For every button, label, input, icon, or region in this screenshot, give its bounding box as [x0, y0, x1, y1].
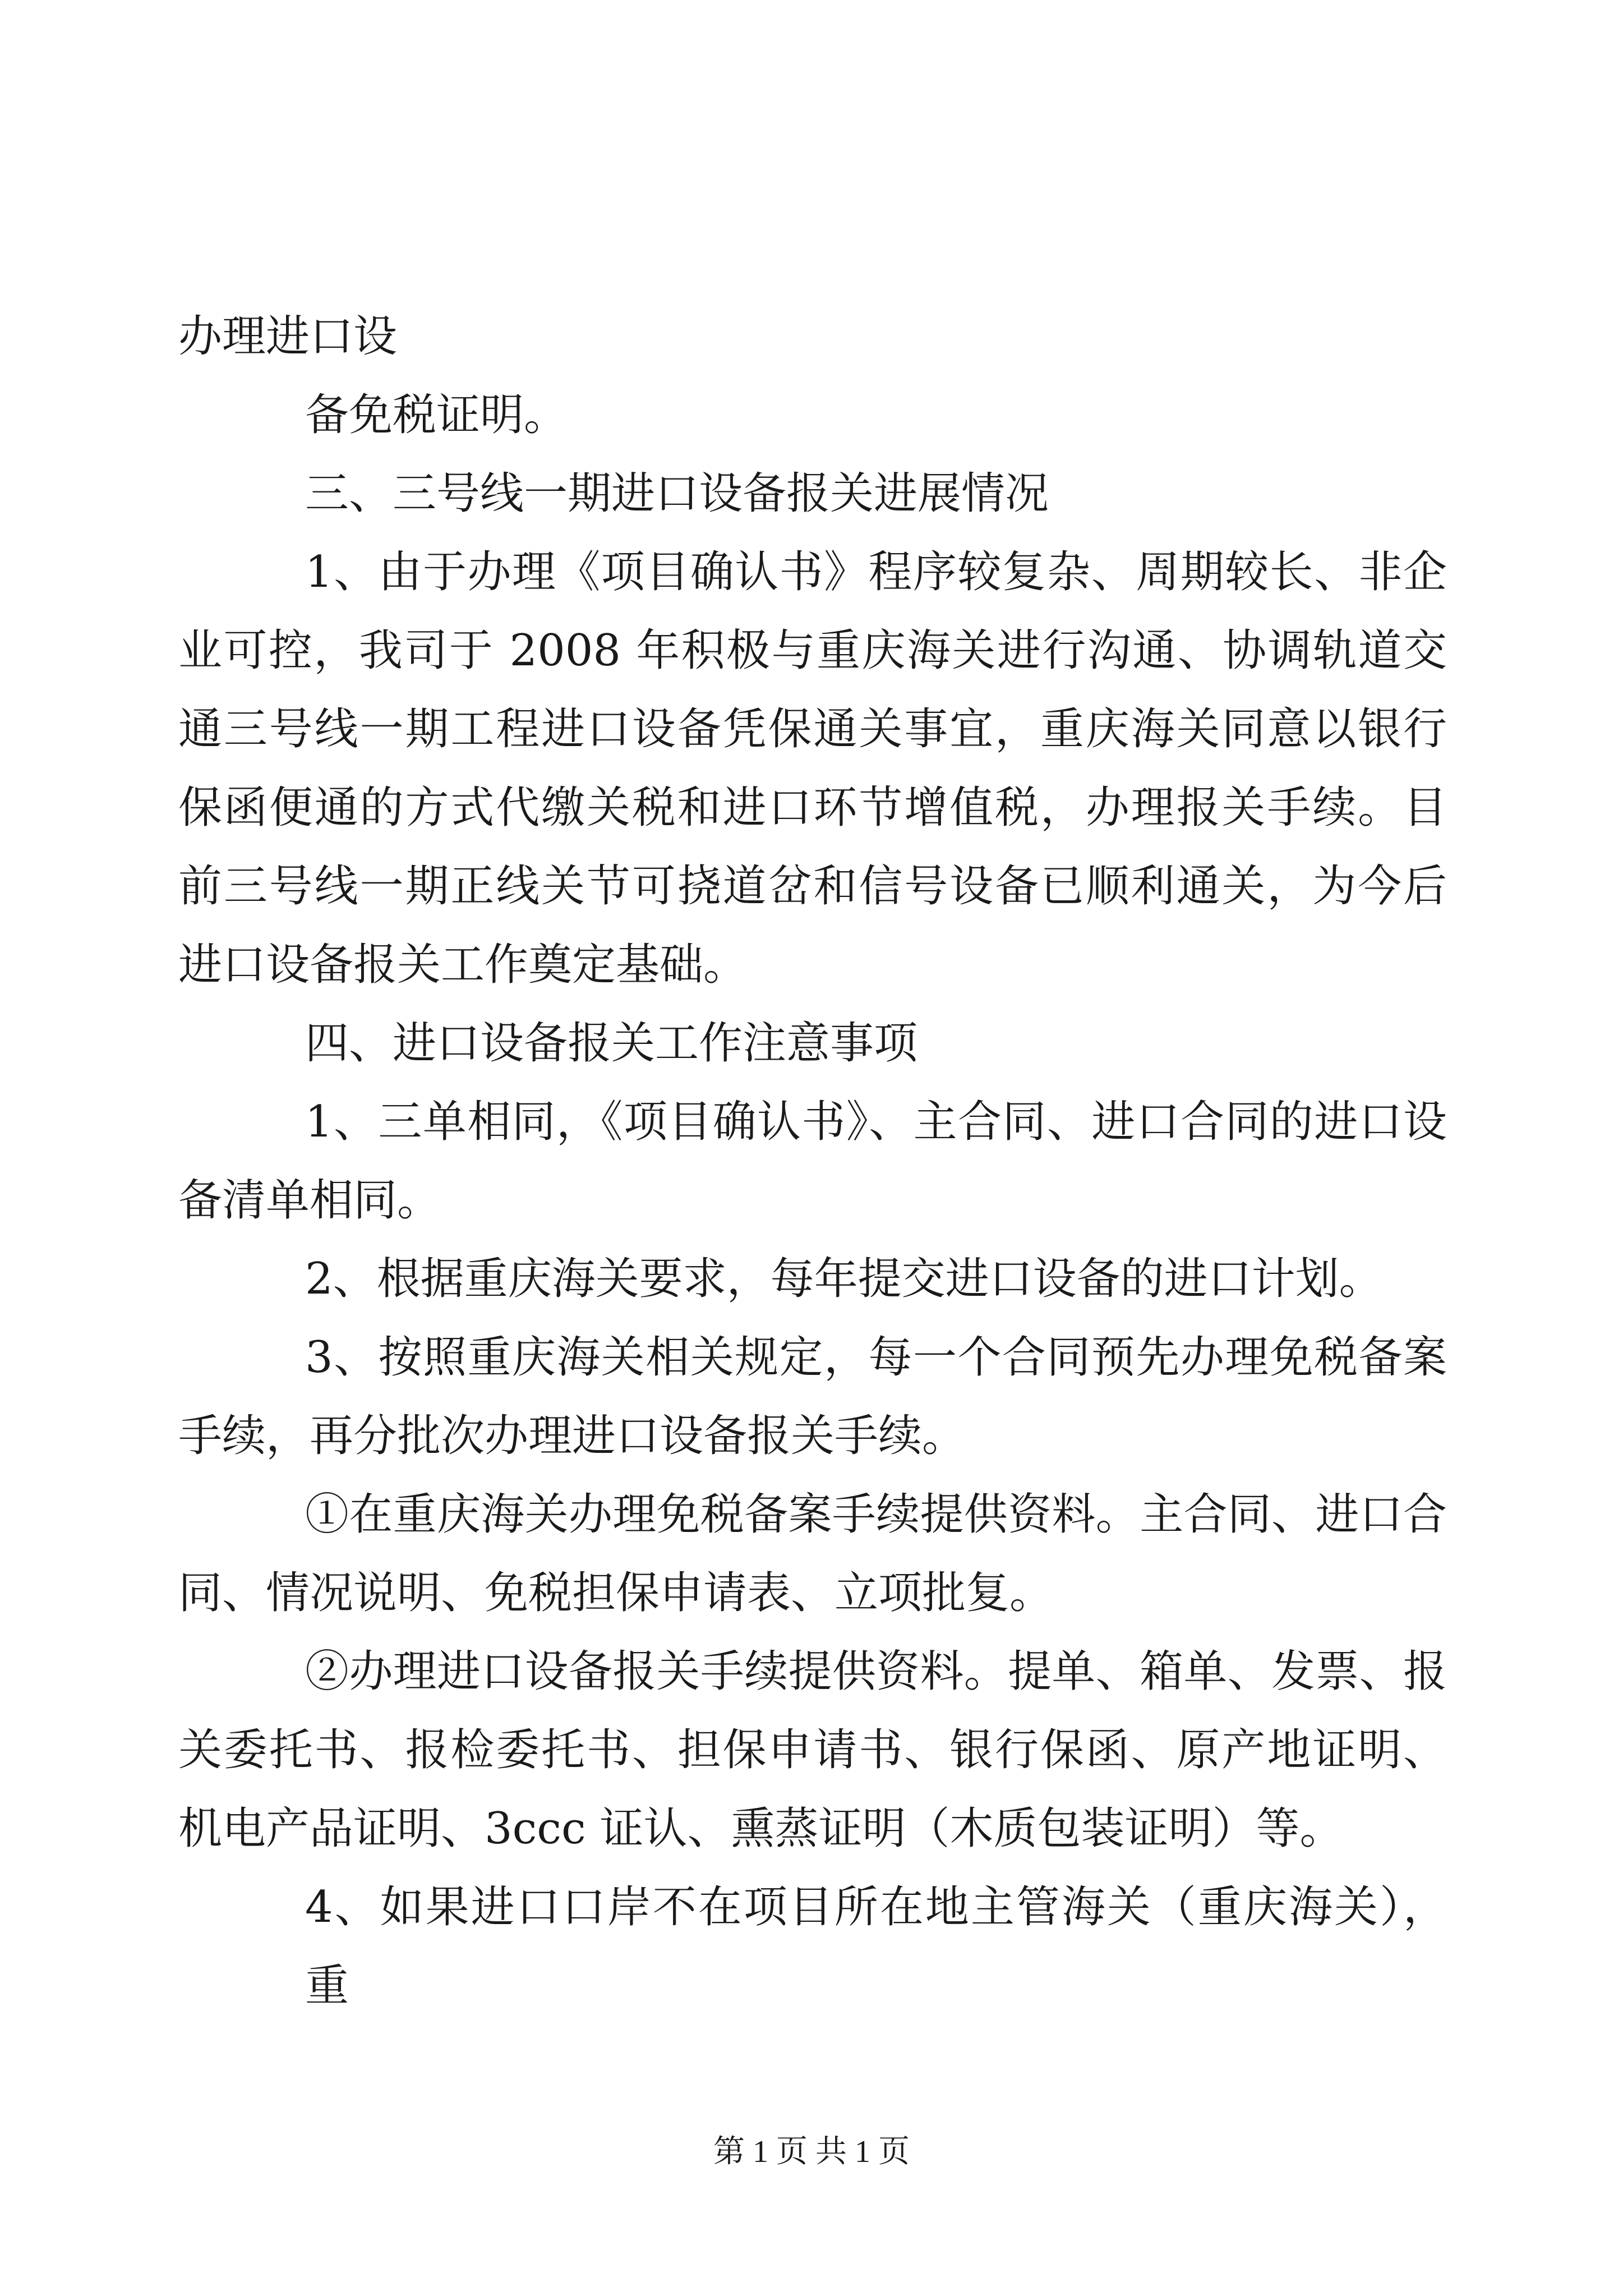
line-9: 进口设备报关工作奠定基础。 [178, 940, 748, 990]
section-heading-4: 四、进口设备报关工作注意事项 [305, 1018, 918, 1069]
line-11: 1、三单相同，《项目确认书》、主合同、进口合同的进口设 [305, 1097, 1447, 1147]
section-heading-3: 三、三号线一期进口设备报关进展情况 [305, 468, 1049, 519]
line-8: 前三号线一期正线关节可挠道岔和信号设备已顺利通关，为今后 [178, 861, 1447, 912]
line-12: 备清单相同。 [178, 1175, 441, 1226]
line-17: 同、情况说明、免税担保申请表、立项批复。 [178, 1568, 1054, 1618]
page-footer: 第 1 页 共 1 页 [713, 2134, 910, 2169]
line-4: 1、由于办理《项目确认书》程序较复杂、周期较长、非企 [305, 547, 1447, 597]
line-16: ①在重庆海关办理免税备案手续提供资料。主合同、进口合 [305, 1489, 1447, 1540]
line-14: 3、按照重庆海关相关规定，每一个合同预先办理免税备案 [305, 1332, 1447, 1383]
line-7: 保函便通的方式代缴关税和进口环节增值税，办理报关手续。目 [178, 783, 1447, 833]
line-15: 手续，再分批次办理进口设备报关手续。 [178, 1411, 966, 1461]
line-6: 通三号线一期工程进口设备凭保通关事宜，重庆海关同意以银行 [178, 704, 1447, 754]
line-19: 关委托书、报检委托书、担保申请书、银行保函、原产地证明、 [178, 1725, 1447, 1775]
line-2: 备免税证明。 [305, 390, 568, 440]
line-20: 机电产品证明、3ccc 证认、熏蒸证明（木质包装证明）等。 [178, 1803, 1344, 1854]
line-18: ②办理进口设备报关手续提供资料。提单、箱单、发票、报 [305, 1646, 1447, 1697]
line-21: 4、如果进口口岸不在项目所在地主管海关（重庆海关），重 [305, 1882, 1447, 2011]
line-1: 办理进口设 [178, 311, 398, 362]
line-13: 2、根据重庆海关要求，每年提交进口设备的进口计划。 [305, 1254, 1383, 1304]
line-5: 业可控，我司于 2008 年积极与重庆海关进行沟通、协调轨道交 [178, 625, 1447, 676]
